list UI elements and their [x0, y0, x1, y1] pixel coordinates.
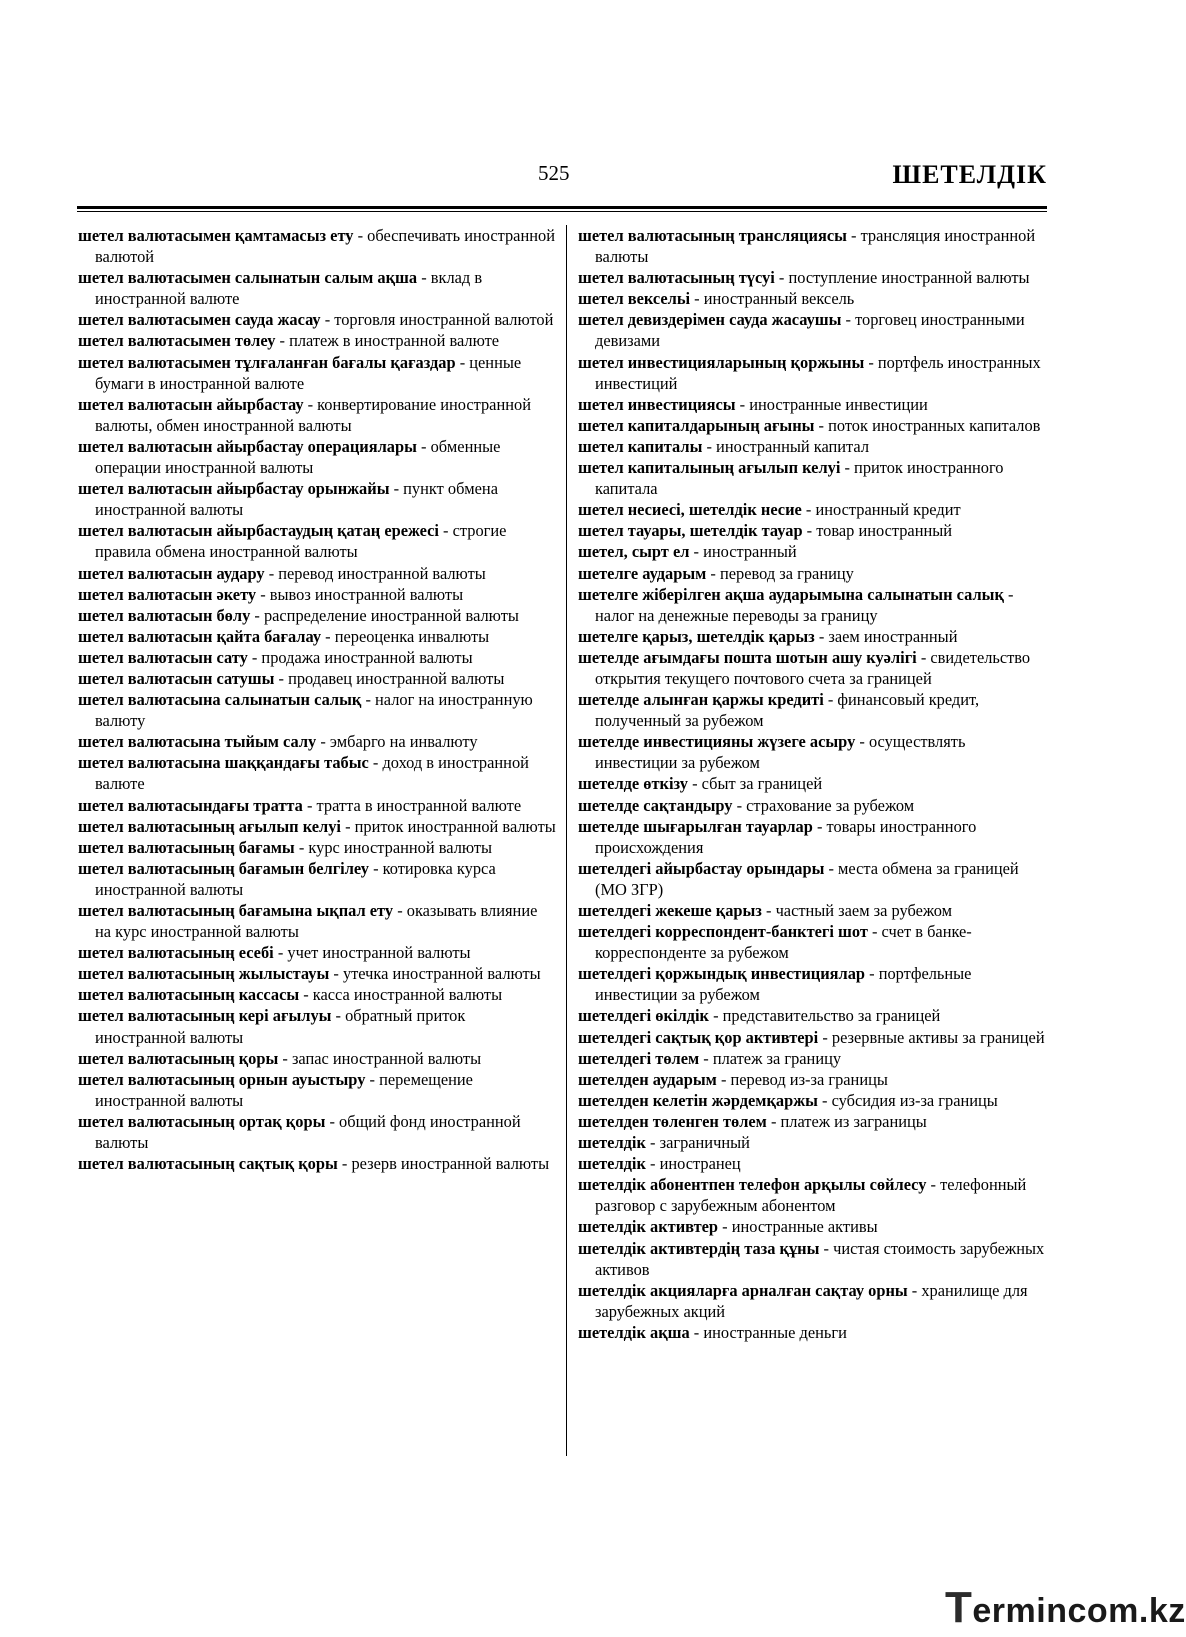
- entry-term: шетел валютасын сату: [78, 647, 248, 667]
- entry-translation: общий фонд иностранной валюты: [95, 1111, 521, 1153]
- entry-separator: -: [368, 753, 383, 773]
- entry-translation: хранилище для зарубежных акций: [595, 1280, 1028, 1321]
- entry-separator: -: [761, 901, 776, 920]
- entry-translation: счет в банке-корреспонденте за рубежом: [595, 922, 972, 963]
- entry-translation: осуществлять инвестиции за рубежом: [595, 732, 966, 773]
- entry-translation: переоценка инвалюты: [334, 626, 490, 646]
- entry-separator: -: [718, 1217, 732, 1237]
- entry-separator: -: [814, 415, 829, 435]
- running-head: ШЕТЕЛДІК: [892, 160, 1047, 189]
- entry-separator: -: [1003, 584, 1014, 604]
- entry-term: шетелдік абонентпен телефон арқылы сөйлесу: [578, 1175, 927, 1195]
- entry-term: шетел валютасын қайта бағалау: [78, 626, 322, 646]
- entry-term: шетел валютасына шаққандағы табыс: [78, 753, 369, 773]
- dictionary-entry: [578, 1280, 1050, 1322]
- dictionary-entry: [578, 900, 1050, 921]
- entry-term: шетелдегі айырбастау орындары: [578, 858, 825, 878]
- entry-term: шетелдегі сақтық қор активтері: [578, 1027, 819, 1047]
- entry-translation: заграничный: [659, 1133, 750, 1153]
- dictionary-entry: [578, 963, 1050, 1005]
- entry-separator: -: [645, 1133, 660, 1153]
- watermark-initial: T: [945, 1583, 973, 1632]
- entry-translation: иностранец: [659, 1154, 741, 1174]
- dictionary-entry: [78, 478, 556, 520]
- entry-translation: обеспечивать иностранной валютой: [95, 226, 555, 267]
- dictionary-entry: [578, 921, 1050, 963]
- entry-term: шетел валютасының кассасы: [78, 985, 300, 1005]
- entry-translation: заем иностранный: [828, 626, 958, 646]
- dictionary-entry: [78, 795, 556, 816]
- entry-term: шетел валютасымен төлеу: [78, 331, 276, 351]
- dictionary-entry: [578, 499, 1050, 520]
- entry-term: шетел валютасының түсуі: [578, 268, 775, 288]
- entry-translation: иностранные инвестиции: [749, 394, 928, 414]
- dictionary-entry: [78, 984, 556, 1005]
- dictionary-entry: [578, 1132, 1050, 1153]
- entry-translation: резерв иностранной валюты: [351, 1154, 550, 1174]
- entry-term: шетел валютасын сатушы: [78, 668, 275, 688]
- entry-translation: тратта в иностранной валюте: [316, 795, 522, 815]
- header-rule-thin: [77, 211, 1047, 212]
- entry-term: шетелге қарыз, шетелдік қарыз: [578, 626, 815, 646]
- entry-separator: -: [264, 563, 279, 583]
- entry-separator: -: [302, 795, 317, 815]
- entry-separator: -: [846, 226, 861, 245]
- entry-term: шетелден келетін жәрдемқаржы: [578, 1090, 818, 1110]
- entry-term: шетел валютасының трансляциясы: [578, 226, 847, 245]
- entry-term: шетелде ағымдағы пошта шотын ашу куәлігі: [578, 647, 917, 667]
- dictionary-entry: [78, 900, 556, 942]
- dictionary-entry: [78, 1069, 556, 1111]
- dictionary-entry: [578, 584, 1050, 626]
- entry-translation: утечка иностранной валюты: [342, 964, 541, 984]
- dictionary-entry: [78, 520, 556, 562]
- entry-term: шетел валютасының есебі: [78, 943, 274, 963]
- entry-term: шетел валютасын бөлу: [78, 605, 251, 625]
- dictionary-entry: [78, 647, 556, 668]
- dictionary-entry: [578, 858, 1050, 900]
- entry-term: шетелде сақтандыру: [578, 795, 733, 815]
- dictionary-entry: [578, 647, 1050, 689]
- entry-term: шетелде шығарылған тауарлар: [578, 816, 813, 836]
- entry-term: шетел валютасының қоры: [78, 1048, 279, 1068]
- entry-separator: -: [699, 1048, 713, 1068]
- entry-term: шетелдік: [578, 1133, 646, 1153]
- entry-separator: -: [256, 584, 270, 604]
- entry-term: шетел валютасын айырбастау орынжайы: [78, 479, 390, 499]
- dictionary-entry: [578, 689, 1050, 731]
- entry-translation: платеж из заграницы: [780, 1111, 927, 1131]
- entry-translation: иностранный кредит: [815, 500, 961, 520]
- entry-term: шетел вексельі: [578, 289, 691, 309]
- entry-separator: -: [708, 1006, 723, 1026]
- entry-translation: котировка курса иностранной валюты: [95, 858, 496, 899]
- entry-translation: частный заем за рубежом: [775, 901, 953, 920]
- dictionary-entry: [578, 1027, 1050, 1048]
- entry-separator: -: [690, 289, 704, 309]
- entry-term: шетел валютасының орнын ауыстыру: [78, 1069, 366, 1089]
- entry-term: шетел валютасының бағамы: [78, 837, 295, 857]
- entry-term: шетелде өткізу: [578, 774, 688, 794]
- entry-separator: -: [689, 542, 704, 562]
- entry-separator: -: [416, 436, 431, 456]
- dictionary-entry: [578, 1111, 1050, 1132]
- entry-translation: доход в иностранной валюте: [95, 753, 529, 794]
- dictionary-entry: [78, 330, 556, 351]
- dictionary-entry: [78, 394, 556, 436]
- entry-translation: касса иностранной валюты: [312, 985, 503, 1005]
- entry-separator: -: [321, 626, 335, 646]
- entry-term: шетел валютасының сақтық қоры: [78, 1154, 338, 1174]
- entry-separator: -: [840, 458, 855, 478]
- entry-separator: -: [907, 1280, 922, 1300]
- entry-term: шетел валютасының ағылып келуі: [78, 816, 341, 836]
- dictionary-entry: [78, 689, 556, 731]
- entry-separator: -: [273, 943, 288, 963]
- dictionary-entry: [578, 520, 1050, 541]
- entry-translation: строгие правила обмена иностранной валюты: [95, 521, 507, 562]
- entry-separator: -: [817, 1090, 832, 1110]
- entry-translation: субсидия из-за границы: [831, 1090, 998, 1110]
- entry-translation: иностранный капитал: [716, 436, 870, 456]
- entry-separator: -: [331, 1006, 346, 1026]
- entry-term: шетел валютасын айырбастау: [78, 394, 304, 414]
- entry-term: шетелдік: [578, 1154, 646, 1174]
- dictionary-entry: [578, 816, 1050, 858]
- dictionary-entry: [578, 1153, 1050, 1174]
- entry-translation: курс иностранной валюты: [308, 837, 493, 857]
- dictionary-entry: [78, 309, 556, 330]
- entry-separator: -: [802, 521, 817, 541]
- entry-term: шетелден төленген төлем: [578, 1111, 767, 1131]
- entry-separator: -: [417, 268, 431, 288]
- entry-translation: иностранные деньги: [703, 1322, 847, 1342]
- entry-translation: пункт обмена иностранной валюты: [95, 479, 498, 520]
- entry-translation: перевод за границу: [719, 563, 854, 583]
- entry-term: шетел валютасымен сауда жасау: [78, 310, 321, 330]
- entry-term: шетел валютасымен қамтамасыз ету: [78, 226, 354, 245]
- entry-translation: перемещение иностранной валюты: [95, 1069, 473, 1110]
- entry-separator: -: [337, 1154, 352, 1174]
- dictionary-entry: [578, 436, 1050, 457]
- entry-separator: -: [824, 858, 839, 878]
- entry-translation: обратный приток иностранной валюты: [95, 1006, 466, 1047]
- dictionary-entry: [78, 1048, 556, 1069]
- entry-separator: -: [814, 626, 829, 646]
- entry-term: шетелдегі өкілдік: [578, 1006, 709, 1026]
- entry-term: шетелдегі жекеше қарыз: [578, 901, 762, 920]
- entry-separator: -: [867, 922, 882, 942]
- entry-term: шетел валютасына тыйым салу: [78, 732, 317, 752]
- entry-term: шетел капиталының ағылып келуі: [578, 458, 841, 478]
- dictionary-entry: [578, 1005, 1050, 1026]
- dictionary-entry: [578, 773, 1050, 794]
- dictionary-entry: [578, 563, 1050, 584]
- dictionary-entry: [78, 668, 556, 689]
- entry-term: шетел валютасының ортақ қоры: [78, 1111, 326, 1131]
- entry-translation: поток иностранных капиталов: [828, 415, 1041, 435]
- entry-term: шетелде инвестицияны жүзеге асыру: [578, 732, 856, 752]
- entry-separator: -: [455, 352, 470, 372]
- dictionary-entry: [78, 267, 556, 309]
- entry-term: шетел инвестицияларының қоржыны: [578, 352, 865, 372]
- entry-separator: -: [926, 1175, 941, 1195]
- entry-separator: -: [325, 1111, 340, 1131]
- entry-separator: -: [819, 1238, 834, 1258]
- dictionary-entry: [578, 1216, 1050, 1237]
- entry-term: шетелге жіберілген ақша аударымына салынатын салық: [578, 584, 1004, 604]
- dictionary-entry: [78, 563, 556, 584]
- entry-separator: -: [916, 647, 931, 667]
- entry-term: шетелдік активтер: [578, 1217, 719, 1237]
- entry-separator: -: [818, 1027, 832, 1047]
- entry-term: шетел валютасымен салынатын салым ақша: [78, 268, 418, 288]
- entry-translation: перевод иностранной валюты: [278, 563, 486, 583]
- entry-separator: -: [303, 394, 318, 414]
- right-column: [578, 225, 1050, 1343]
- entry-separator: -: [340, 816, 355, 836]
- entry-separator: -: [766, 1111, 781, 1131]
- header-rule-thick: [77, 206, 1047, 209]
- entry-term: шетел валютасының жылыстауы: [78, 964, 330, 984]
- entry-translation: иностранные активы: [731, 1217, 878, 1237]
- entry-translation: места обмена за границей (МО ЗГР): [595, 858, 1019, 899]
- entry-translation: сбыт за границей: [701, 774, 823, 794]
- dictionary-entry: [578, 1090, 1050, 1111]
- dictionary-entry: [578, 626, 1050, 647]
- dictionary-entry: [78, 1153, 556, 1174]
- dictionary-entry: [578, 795, 1050, 816]
- dictionary-entry: [578, 415, 1050, 436]
- entry-term: шетел тауары, шетелдік тауар: [578, 521, 803, 541]
- entry-translation: страхование за рубежом: [746, 795, 915, 815]
- entry-term: шетел, сырт ел: [578, 542, 690, 562]
- entry-translation: налог на денежные переводы за границу: [595, 605, 878, 625]
- entry-separator: -: [645, 1154, 660, 1174]
- dictionary-entry: [78, 584, 556, 605]
- entry-translation: портфельные инвестиции за рубежом: [595, 964, 972, 1005]
- dictionary-entry: [78, 858, 556, 900]
- entry-separator: -: [801, 500, 816, 520]
- entry-translation: запас иностранной валюты: [291, 1048, 482, 1068]
- entry-translation: финансовый кредит, полученный за рубежом: [595, 690, 980, 731]
- entry-term: шетел валютасымен тұлғаланған бағалы қағаздар: [78, 352, 456, 372]
- entry-term: шетелде алынған қаржы кредиті: [578, 690, 824, 710]
- entry-term: шетелдегі төлем: [578, 1048, 700, 1068]
- entry-term: шетел валютасына салынатын салық: [78, 690, 362, 710]
- dictionary-entry: [78, 731, 556, 752]
- dictionary-entry: [578, 1174, 1050, 1216]
- entry-translation: чистая стоимость зарубежных активов: [595, 1238, 1045, 1279]
- dictionary-entry: [578, 1238, 1050, 1280]
- entry-separator: -: [365, 1069, 380, 1089]
- entry-translation: резервные активы за границей: [831, 1027, 1045, 1047]
- entry-term: шетелден аударым: [578, 1069, 717, 1089]
- entry-term: шетел инвестициясы: [578, 394, 736, 414]
- entry-translation: обменные операции иностранной валюты: [95, 436, 501, 478]
- entry-separator: -: [855, 732, 869, 752]
- entry-translation: портфель иностранных инвестиций: [595, 352, 1041, 393]
- entry-term: шетел капиталдарының ағыны: [578, 415, 815, 435]
- entry-term: шетел валютасының бағамына ықпал ету: [78, 901, 394, 920]
- entry-separator: -: [716, 1069, 731, 1089]
- entry-term: шетелдегі қоржындық инвестициялар: [578, 964, 866, 984]
- entry-term: шетелдік ақша: [578, 1322, 690, 1342]
- entry-translation: трансляция иностранной валюты: [595, 226, 1036, 267]
- entry-translation: торговец иностранными девизами: [595, 310, 1025, 351]
- entry-translation: товар иностранный: [816, 521, 953, 541]
- dictionary-entry: [78, 1111, 556, 1153]
- entry-separator: -: [706, 563, 720, 583]
- entry-translation: вывоз иностранной валюты: [269, 584, 464, 604]
- dictionary-entry: [578, 731, 1050, 773]
- entry-separator: -: [299, 985, 313, 1005]
- dictionary-entry: [78, 436, 556, 478]
- entry-term: шетел валютасын аудару: [78, 563, 265, 583]
- entry-term: шетел валютасын айырбастау операциялары: [78, 436, 417, 456]
- entry-translation: учет иностранной валюты: [287, 943, 471, 963]
- entry-translation: платеж за границу: [712, 1048, 842, 1068]
- entry-term: шетелдегі корреспондент-банктегі шот: [578, 922, 868, 942]
- entry-separator: -: [438, 521, 453, 541]
- dictionary-entry: [78, 605, 556, 626]
- entry-translation: представительство за границей: [722, 1006, 941, 1026]
- entry-separator: -: [689, 1322, 704, 1342]
- watermark-text: ermincom.kz: [972, 1592, 1186, 1630]
- dictionary-entry: [578, 1069, 1050, 1090]
- entry-term: шетел валютасын әкету: [78, 584, 257, 604]
- entry-translation: продавец иностранной валюты: [288, 668, 505, 688]
- entry-term: шетел валютасындағы тратта: [78, 795, 303, 815]
- entry-separator: -: [732, 795, 747, 815]
- dictionary-entry: [78, 626, 556, 647]
- entry-translation: оказывать влияние на курс иностранной валюты: [95, 901, 538, 942]
- entry-separator: -: [275, 331, 290, 351]
- dictionary-entry: [578, 267, 1050, 288]
- entry-translation: товары иностранного происхождения: [595, 816, 977, 857]
- entry-term: шетелдік акцияларға арналған сақтау орны: [578, 1280, 908, 1300]
- entry-term: шетелге аударым: [578, 563, 707, 583]
- entry-translation: вклад в иностранной валюте: [95, 268, 483, 309]
- entry-translation: приток иностранной валюты: [354, 816, 556, 836]
- dictionary-entry: [78, 1005, 556, 1047]
- entry-separator: -: [274, 668, 289, 688]
- entry-translation: приток иностранного капитала: [595, 458, 1004, 499]
- dictionary-entry: [578, 1322, 1050, 1343]
- column-divider: [566, 225, 567, 1456]
- entry-separator: -: [353, 226, 368, 245]
- site-watermark: [945, 1583, 1186, 1633]
- entry-term: шетел несиесі, шетелдік несие: [578, 500, 802, 520]
- entry-translation: налог на иностранную валюту: [95, 690, 533, 731]
- entry-term: шетел девиздерімен сауда жасаушы: [578, 310, 842, 330]
- entry-separator: -: [774, 268, 789, 288]
- dictionary-entry: [578, 225, 1050, 267]
- entry-separator: -: [735, 394, 750, 414]
- dictionary-entry: [78, 963, 556, 984]
- page-number: 525: [538, 161, 570, 185]
- entry-separator: -: [320, 310, 335, 330]
- entry-translation: продажа иностранной валюты: [261, 647, 473, 667]
- entry-separator: -: [389, 479, 404, 499]
- entry-translation: ценные бумаги в иностранной валюте: [95, 352, 522, 393]
- entry-separator: -: [250, 605, 264, 625]
- dictionary-entry: [78, 837, 556, 858]
- dictionary-entry: [578, 288, 1050, 309]
- left-column: [78, 225, 556, 1174]
- entry-term: шетел валютасын айырбастаудың қатаң ережесі: [78, 521, 439, 541]
- dictionary-entry: [78, 752, 556, 794]
- entry-term: шетел капиталы: [578, 436, 703, 456]
- entry-translation: конвертирование иностранной валюты, обмен иностранной валюты: [95, 394, 531, 435]
- entry-separator: -: [278, 1048, 292, 1068]
- entry-separator: -: [361, 690, 376, 710]
- entry-separator: -: [841, 310, 856, 330]
- entry-translation: торговля иностранной валютой: [334, 310, 554, 330]
- entry-translation: поступление иностранной валюты: [788, 268, 1030, 288]
- entry-translation: свидетельство открытия текущего почтового счета за границей: [595, 647, 1031, 688]
- dictionary-entry: [578, 457, 1050, 499]
- entry-translation: иностранный: [703, 542, 797, 562]
- entry-separator: -: [812, 816, 827, 836]
- entry-separator: -: [865, 964, 879, 984]
- entry-translation: платеж в иностранной валюте: [289, 331, 500, 351]
- dictionary-entry: [78, 816, 556, 837]
- entry-term: шетелдік активтердің таза құны: [578, 1238, 820, 1258]
- entry-separator: -: [316, 732, 330, 752]
- dictionary-entry: [578, 541, 1050, 562]
- dictionary-entry: [578, 309, 1050, 351]
- dictionary-entry: [78, 942, 556, 963]
- dictionary-entry: [578, 394, 1050, 415]
- entry-translation: распределение иностранной валюты: [263, 605, 519, 625]
- entry-separator: -: [247, 647, 262, 667]
- entry-separator: -: [823, 690, 838, 710]
- entry-term: шетел валютасының бағамын белгілеу: [78, 858, 369, 878]
- entry-translation: иностранный вексель: [703, 289, 855, 309]
- entry-separator: -: [864, 352, 878, 372]
- dictionary-entry: [578, 1048, 1050, 1069]
- entry-separator: -: [329, 964, 343, 984]
- entry-separator: -: [687, 774, 702, 794]
- entry-term: шетел валютасының кері ағылуы: [78, 1006, 332, 1026]
- entry-translation: перевод из-за границы: [730, 1069, 888, 1089]
- entry-separator: -: [702, 436, 717, 456]
- entry-separator: -: [294, 837, 309, 857]
- entry-separator: -: [393, 901, 407, 920]
- dictionary-entry: [78, 225, 556, 267]
- entry-separator: -: [368, 858, 383, 878]
- entry-translation: эмбарго на инвалюту: [329, 732, 478, 752]
- dictionary-entry: [78, 352, 556, 394]
- dictionary-entry: [578, 352, 1050, 394]
- entry-translation: телефонный разговор с зарубежным абонентом: [595, 1175, 1027, 1216]
